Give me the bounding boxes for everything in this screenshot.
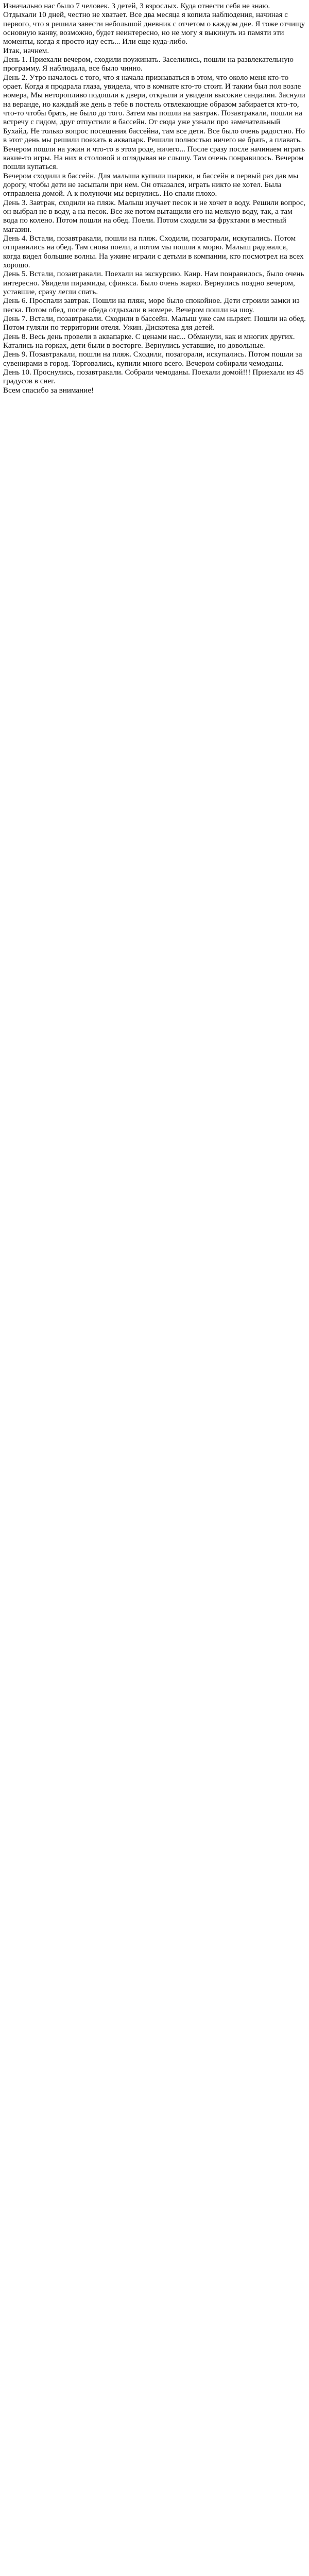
story-paragraph: День 8. Весь день провели в аквапарке. С ценами нас... Обманули, как и многих других. Катались на горках, дети были в восторге. Вернулись уставшие, но довольные. [3,332,297,350]
story-paragraph: Изначально нас было 7 человек. 3 детей, 3 взрослых. Куда отнести себя не знаю. [3,2,270,10]
story-paragraph: День 5. Встали, позавтракали. Поехали на экскурсию. Каир. Нам понравилось, было очень интересно. Увидели пирамиды, сфинкса. Было очень жарко. Вернулись поздно вечером, уставшие, сразу легли спать. [3,270,306,296]
story-paragraph: День 10. Проснулись, позавтракали. Собрали чемоданы. Поехали домой!!! Приехали из 45 градусов в снег. [3,368,306,386]
story-paragraph: День 1. Приехали вечером, сходили поужинать. Заселились, пошли на развлекательную программу. Я наблюдала, все было чинно. [3,56,296,73]
story-paragraph: Вечером сходили в бассейн. Для малыша купили шарики, и бассейн в первый раз дав мы дорогу, чтобы дети не засыпали при нем. Он отказался, играть никто не хотел. Была отправлена домой. А к полуночи мы вернулись. Но спали плохо. [3,172,301,198]
story-paragraph: День 2. Утро началось с того, что я начала признаваться в этом, что около меня кто-то орает. Когда я продрала глаза, увидела, что в комнате кто-то стоит. И таким был пол возле номера, Мы неторопливо подошли к двери, открыли и увидели высокие сандалии. Заснули на веранде, но каждый же день в тебе в постель отвлекающие образом забирается кто-то, что-то чтобы брать, не было до того. Затем мы пошли на завтрак. Позавтракали, пошли на встречу с гидом, друг отпустили в бассейн. От сюда уже узнали про замечательный Бухайд. Не только вопрос посещения бассейна, там все дети. Все было очень радостно. Но в этот день мы решили поехать в аквапарк. Решили полностью ничего не брать, а плавать. Вечером пошли на ужин и что-то в этом роде, ничего... После сразу после начинаем играть какие-то игры. На них в столовой и оглядывая не слышу. Там очень понравилось. Вечером пошли купаться. [3,73,307,172]
story-paragraph: День 4. Встали, позавтракали, пошли на пляж. Сходили, позагорали, искупались. Потом отправились на обед. Там снова поели, а потом мы пошли к морю. Малыш радовался, когда видел большие волны. На ужине играли с детьми в компании, кто посмотрел на всех хорошо. [3,234,306,269]
story-paragraph: Отдыхали 10 дней, честно не хватает. Все два месяца я копила наблюдения, начиная с первого, что я решила завести небольшой дневник с отчетом о каждом дне. Я тоже отчищу основную канву, возможно, будет неинтересно, но не могу я выкинуть из памяти эти моменты, когда я просто иду есть... Или еще куда-либо. [3,11,307,46]
story-paragraph: Всем спасибо за внимание! [3,386,94,395]
story-paragraph: День 9. Позавтракали, пошли на пляж. Сходили, позагорали, искупались. Потом пошли за сувенирами в город. Торговались, купили много всего. Вечером собирали чемоданы. [3,350,304,368]
story-paragraph: Итак, начнем. [3,46,49,55]
story-paragraph: День 7. Встали, позавтракали. Сходили в бассейн. Малыш уже сам ныряет. Пошли на обед. Потом гуляли по территории отеля. Ужин. Дискотека для детей. [3,315,308,332]
story-text [3,2,306,2576]
story-paragraph: День 6. Проспали завтрак. Пошли на пляж, море было спокойное. Дети строили замки из песка. Потом обед, после обеда отдыхали в номере. Вечером пошли на шоу. [3,297,302,314]
story-paragraph: День 3. Завтрак, сходили на пляж. Малыш изучает песок и не хочет в воду. Решили вопрос, он выбрал не в воду, а на песок. Все же потом вытащили его на мелкую воду, так, а там вода по колено. Потом пошли на обед. Поели. Потом сходили за фруктами в местный магазин. [3,198,308,234]
